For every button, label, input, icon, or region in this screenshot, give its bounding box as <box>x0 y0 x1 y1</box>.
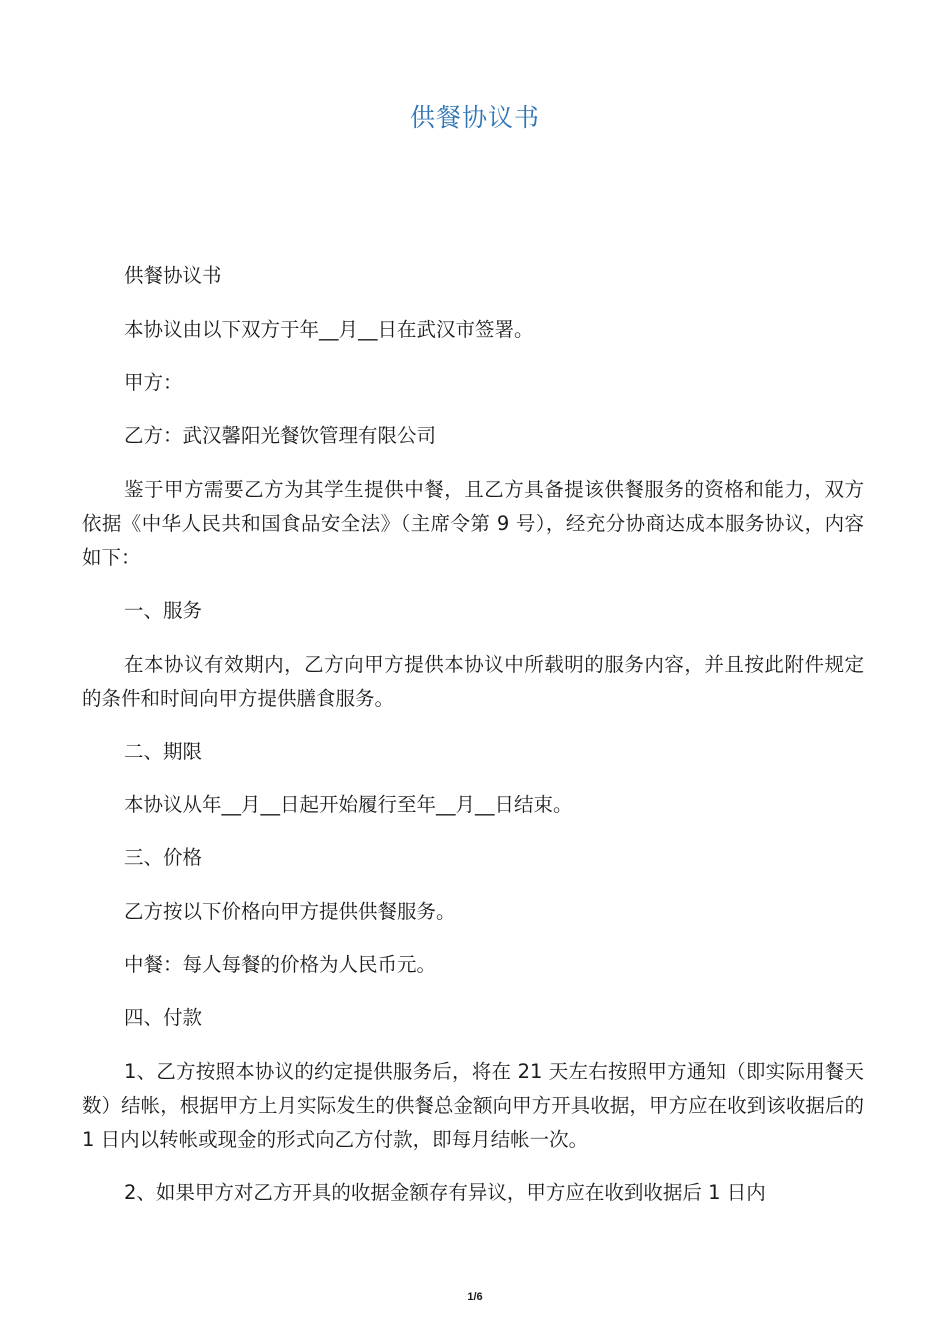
paragraph-price: 乙方按以下价格向甲方提供供餐服务。 <box>124 900 456 923</box>
section-heading-price: 三、价格 <box>124 846 203 869</box>
paragraph-preamble: 鉴于甲方需要乙方为其学生提供中餐，且乙方具备提该供餐服务的资格和能力，双方依据《中华人民共和国食品安全法》（主席令第 9 号），经充分协商达成本服务协议，内容如下： <box>82 478 864 569</box>
section-heading-term: 二、期限 <box>124 740 203 763</box>
paragraph-payment-2: 2、如果甲方对乙方开具的收据金额存有异议，甲方应在收到收据后 1 日内 <box>124 1181 766 1204</box>
paragraph-party-a: 甲方： <box>124 371 183 394</box>
paragraph-payment-1: 1、乙方按照本协议的约定提供服务后，将在 21 天左右按照甲方通知（即实际用餐天数）结帐，根据甲方上月实际发生的供餐总金额向甲方开具收据，甲方应在收到该收据后的 1 日内以转帐或现金的形式向乙方付款，即每月结帐一次。 <box>82 1060 864 1151</box>
paragraph-term: 本协议从年__月__日起开始履行至年__月__日结束。 <box>124 793 573 816</box>
section-heading-service: 一、服务 <box>124 599 203 622</box>
paragraph-service: 在本协议有效期内，乙方向甲方提供本协议中所载明的服务内容，并且按此附件规定的条件和时间向甲方提供膳食服务。 <box>82 653 864 710</box>
paragraph-lunch-price: 中餐：每人每餐的价格为人民币元。 <box>124 953 437 976</box>
paragraph-signing: 本协议由以下双方于年__月__日在武汉市签署。 <box>124 318 534 341</box>
paragraph-heading: 供餐协议书 <box>124 264 222 287</box>
section-heading-payment: 四、付款 <box>124 1006 203 1029</box>
paragraph-party-b: 乙方：武汉馨阳光餐饮管理有限公司 <box>124 424 437 447</box>
document-title: 供餐协议书 <box>409 103 540 132</box>
page-number: 1/6 <box>467 1291 483 1303</box>
